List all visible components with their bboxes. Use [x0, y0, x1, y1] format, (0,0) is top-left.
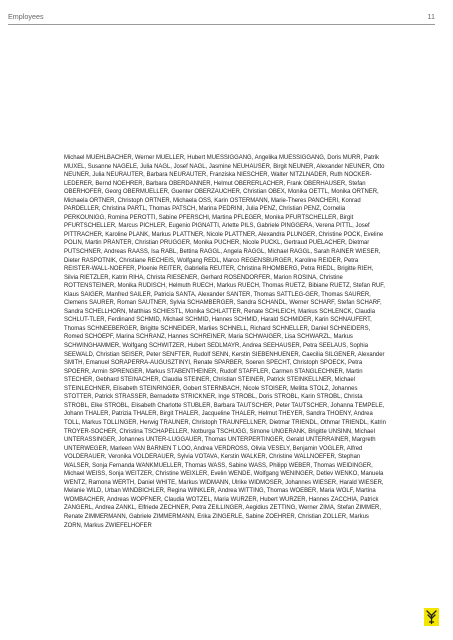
raiffeisen-gable-cross-icon [425, 609, 438, 625]
page-number: 11 [427, 12, 435, 21]
page-header [8, 12, 435, 24]
section-title: Employees [8, 12, 44, 21]
employee-names-paragraph: Michael MUEHLBACHER, Werner MUELLER, Hubert MUESSIGGANG, Angelika MUESSIGGANG, Doris MURR, Patrik MUXEL, Susanne NAGELE, Julia NAGL, Josef NAGL, Jasmine NEUHAUSER, Birgit NEUNER, Alexander NEUNER, Otto NEUNER, Julia NEURAUTER, Barbara NEURAUTER, Franziska NIESCHER, Walter NITZLNADER, Ruth NOCKER-LEDERER, Bernd NOEHRER, Barbara OBERDANNER, Helmut OBERERLACHER, Frank OBERHAUSER, Stefan OBERHOFER, Georg OBERMUELLER, Guenter OBERZAUCHER, Christian OBEX, Monika OETTL, Monika ORTNER, Michaela ORTNER, Christoph ORTNER, Michaela OSS, Karin OSTERMANN, Marie-Theres PANCHERI, Konrad PARDELLER, Christina PARTL, Thomas PATSCH, Marina PEDRINI, Julia PENZ, Christian PENZ, Cornelia PERKOUNIGG, Romina PEROTTI, Sabine PFERSCHI, Martina PFLEGER, Monika PFURTSCHELLER, Birgit PFURTSCHELLER, Marcus PICHLER, Eugenio PIGNATTI, Arlette PILS, Gabriele PINGGERA, Verena PITTL, Josef PITTRACHER, Karoline PLANK, Markus PLATTNER, Nicole PLATTNER, Alexandra PLUNGER, Christine POCK, Eveline POLIN, Martin PRANTER, Christian PRUGGER, Monika PUCHER, Nicole PUCKL, Gertraud PUELACHER, Dietmar PUTSCHNER, Andreas RAASS, Isa RABL, Bettina RAGGL, Angela RAGGL, Michael RAGGL, Sarah RAINER WIESER, Dieter RASPOTNIK, Christiane RECHEIS, Wolfgang REDL, Marco REGENSBURGER, Karoline REIDER, Petra REISTER-WALL-NOEFER, Ploenie REITER, Gabriella REUTER, Christina RHOMBERG, Petra RIEDL, Brigitte RIEH, Silvia RIETZLER, Katrin RIHA, Christa RIESENER, Gerhard ROSENDORFER, Marion ROSINA, Christine ROTTENSTEINER, Monika RUDISCH, Helmuth RUECH, Markus RUECH, Thomas RUETZ, Bibiane RUETZ, Stefan RUF, Klaus SAIGER, Manfred SAILER, Patricia SANTA, Alexander SANTER, Thomas SATTLEG-GER, Thomas SAURER, Clemens SAURER, Roman SAUTNER, Sylvia SCHAMBERGER, Sandra SCHANDL, Werner SCHARF, Stefan SCHARF, Sandra SCHELLHORN, Matthias SCHIESTL, Monika SCHLATTER, Renate SCHLEICH, Markus SCHLENCK, Claudia SCHLUT-TLER, Ferdinand SCHMID, Michael SCHMID, Hannes SCHMID, Harald SCHMIDER, Karin SCHNAUFERT, Thomas SCHNEEBERGER, Brigitte SCHNEIDER, Marlies SCHNELL, Richard SCHNELLER, Daniel SCHNEIDERS, Romed SCHOEPF, Marina SCHRANZ, Hannes SCHREINER, Maria SCHWAIGER, Lisa SCHWARZL, Markus SCHWINGHAMMER, Wolfgang SCHWITZER, Hubert SEDLMAYR, Andrea SEEHAUSER, Petra SEELAUS, Sophia SEEWALD, Christian SEISER, Peter SENFTER, Rudolf SENN, Kerstin SIEBENHUENER, Caecilia SILGENER, Alexander SMITH, Emanuel SORAPERRA-AUGUSZTINYI, Renate SPARBER, Soeren SPECHT, Christoph SPOECK, Petra SPOERR, Armin SPRENGER, Markus STABENTHEINER, Rudolf STAFFLER, Carmen STANGLECHNER, Martin STECHER, Gebhard STEINACHER, Claudia STEINER, Christian STEINER, Patrick STEINKELLNER, Michael STEINLECHNER, Elisabeth STEINRINGER, Gobert STERNBACH, Nicole STOISER, Melitta STOLZ, Johannes STOTTER, Patrick STRASSER, Bernadette STRICKNER, Inge STROBL, Doris STROBL, Karin STROBL, Christa STROBL, Elke STROBL, Elisabeth Charlotte STUBLER, Barbara TAUTSCHER, Peter TAUTSCHER, Johanna TEMPELE, Johann THALER, Patrizia THALER, Birgit THALER, Jacqueline THALER, Helmut THEYER, Sandra THOENY, Andrea TOLL, Markus TOLLINGER, Herwig TRAUNER, Christoph TRAUNFELLNER, Dietmar TRIENDL, Othmar TRIENDL, Katrin TROYER-SOCHER, Christina TSCHAPELLER, Notburga TSCHUGG, Simone UNGERANK, Brigitte UNSINN, Michael UNTERASSINGER, Johannes UNTER-LUGGAUER, Thomas UNTERPERTINGER, Gerald UNTERRAINER, Margreth UNTERWEGER, Marleen VAN BARNEN T LOO, Andrea VERDROSS, Olivia VESELY, Benjamin VOGLER, Alfred VOLDERAUER, Veronika VOLDERAUER, Sylvia VOTAVA, Kerstin WALKER, Christine WALLNOEFER, Stephan WALSER, Sonja Fernanda WANKMUELLER, Thomas WASS, Sabine WASS, Philipp WEBER, Thomas WEIDINGER, Michael WEISS, Sonja WEITZER, Christine WEIXLER, Evelin WENDE, Wolfgang WENINGER, Detlev WENKO, Manuela WENTZ, Ramona WERTH, Daniel WHITE, Markus WIDMANN, Ulrike WIDMOSER, Johannes WIESER, Harald WIESER, Melanie WILD, Urban WINDBICHLER, Regina WINKLER, Andrea WITTING, Thomas WOEBER, Maria WOLF, Martina WOMBACHER, Andreas WOPFNER, Claudia WOTZEL, Maria WURZER, Hubert WURZER, Hannes ZACCHIA, Patrick ZANGERL, Andrea ZANKL, Elfriede ZECHNER, Petra ZEILLINGER, Aegidius ZETTING, Werner ZIMA, Stefan ZIMMER, Renate ZIMMERMANN, Gabriele ZIMMERMANN, Erika ZINGERLE, Sabine ZOEHRER, Christian ZOLLER, Markus ZORN, Markus ZWIEFELHOFER [64, 155, 386, 529]
header-divider [8, 24, 435, 25]
raiffeisen-logo [424, 608, 439, 626]
